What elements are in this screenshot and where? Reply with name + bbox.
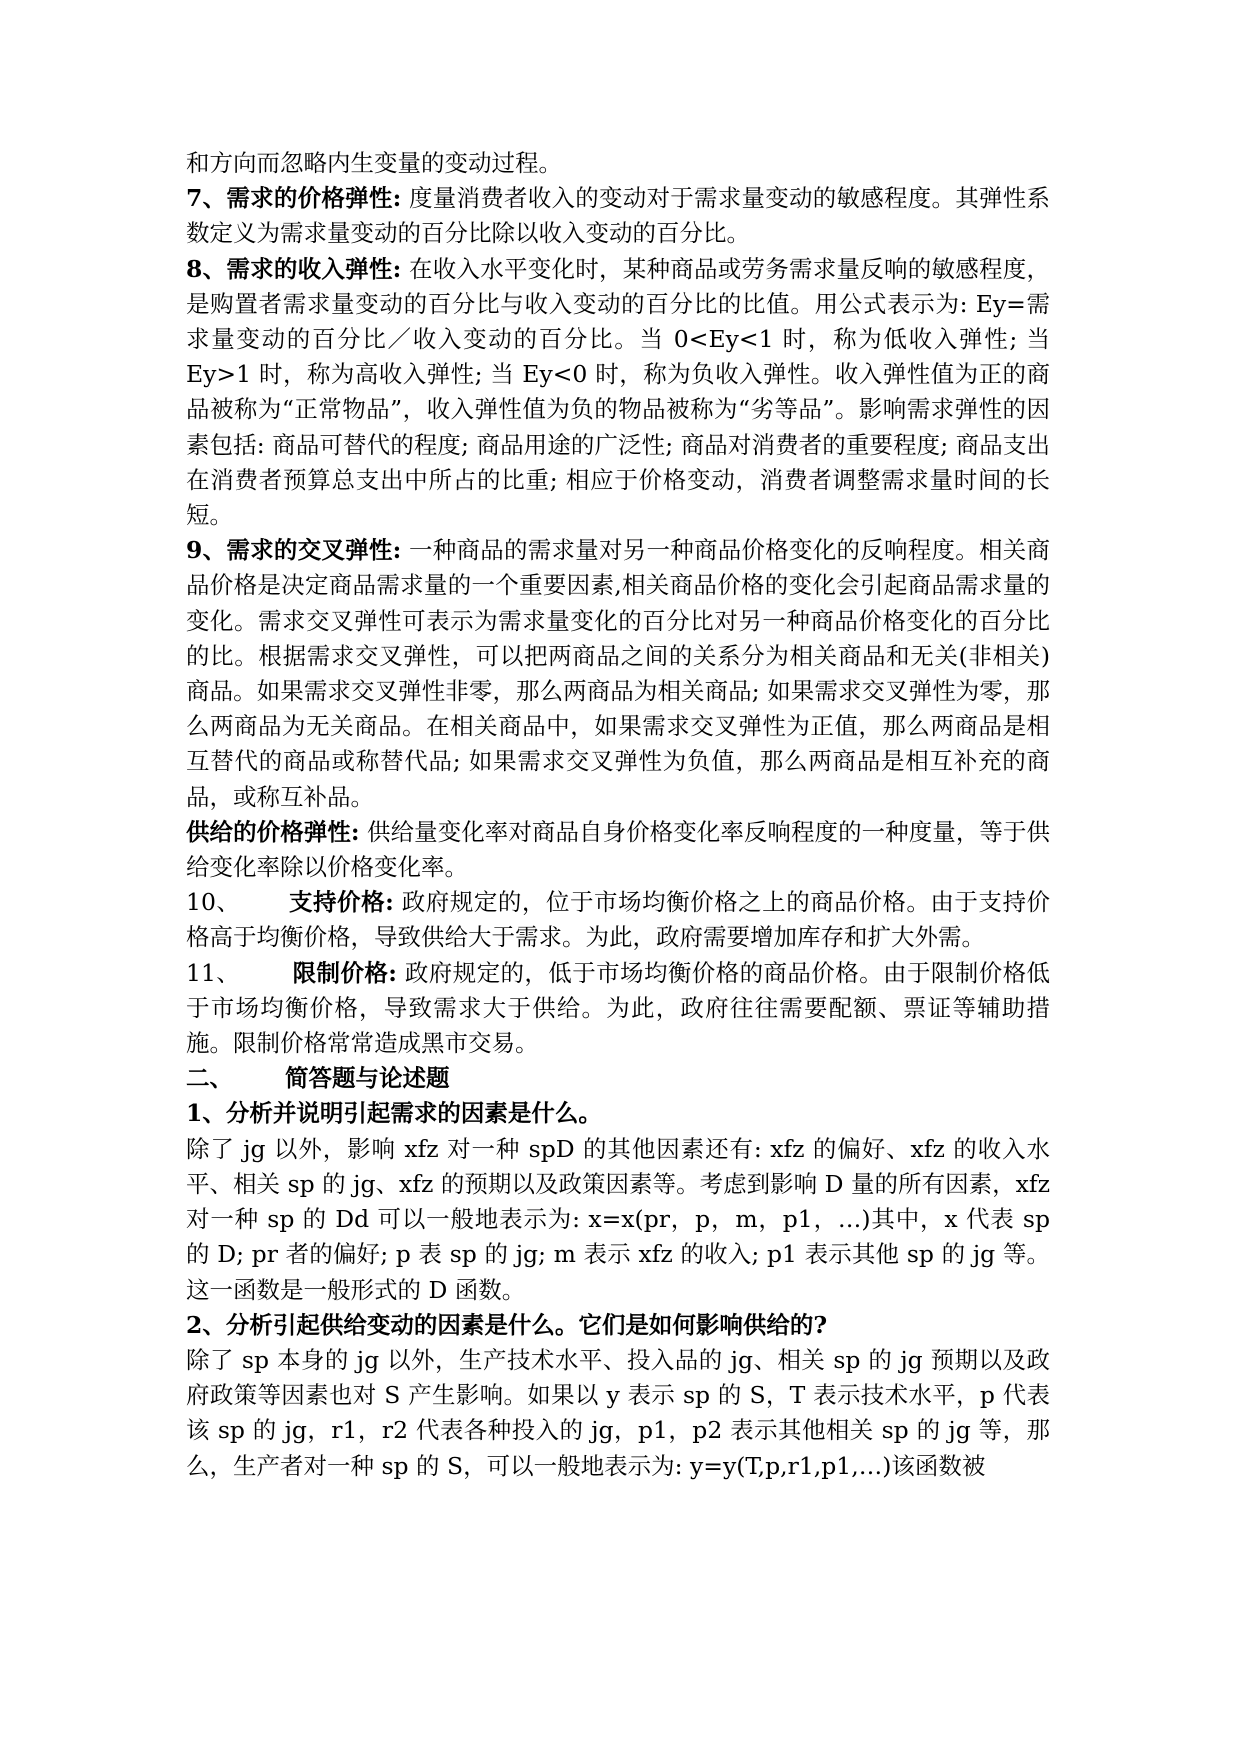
answer-text: 除了 jg 以外，影响 xfz 对一种 spD 的其他因素还有: xfz 的偏好、xfz 的收入水平、相关 sp 的 jg、xfz 的预期以及政策因素等。考虑到影响 D 量的所有因素，xfz 对一种 sp 的 Dd 可以一般地表示为: x=x(pr，p，m，p1，…)其中，x 代表 sp 的 D; pr 者的偏好; p 表 sp 的 jg; m 表示 xfz 的收入; p1 表示其他 sp 的 jg 等。这一函数是一般形式的 D 函数。 bbox=[186, 1134, 1050, 1304]
paragraph-text: 和方向而忽略内生变量的变动过程。 bbox=[186, 149, 562, 177]
definition-ceiling-price bbox=[186, 956, 1050, 1062]
answer-text: 除了 sp 本身的 jg 以外，生产技术水平、投入品的 jg、相关 sp 的 jg 预期以及政府政策等因素也对 S 产生影响。如果以 y 表示 sp 的 S，T 表示技术水平，p 代表该 sp 的 jg，r1，r2 代表各种投入的 jg，p1，p2 表示其他相关 sp 的 jg 等，那么，生产者对一种 sp 的 S，可以一般地表示为: y=y(T,p,r1,p1,…)该函数被 bbox=[186, 1345, 1050, 1480]
definition-text: 供给量变化率对商品自身价格变化率反响程度的一种度量，等于供给变化率除以价格变化率。 bbox=[186, 817, 1050, 882]
term-label: 限制价格: bbox=[292, 958, 397, 987]
question-1-answer bbox=[186, 1132, 1050, 1308]
question-title: 2、分析引起供给变动的因素是什么。它们是如何影响供给的? bbox=[186, 1310, 828, 1339]
item-number: 10、 bbox=[186, 888, 241, 917]
section-number: 二、 bbox=[186, 1064, 233, 1093]
definition-cross-elasticity-of-demand bbox=[186, 533, 1050, 815]
definition-text: 在收入水平变化时，某种商品或劳务需求量反响的敏感程度，是购置者需求量变动的百分比与收入变动的百分比的比值。用公式表示为: Ey=需求量变动的百分比／收入变动的百分比。当 0<Ey<1 时，称为低收入弹性; 当 Ey>1 时，称为高收入弹性; 当 Ey<0 时，称为负收入弹性。收入弹性值为正的商品被称为“正常物品”，收入弹性值为负的物品被称为“劣等品”。影响需求弹性的因素包括: 商品可替代的程度; 商品用途的广泛性; 商品对消费者的重要程度; 商品支出在消费者预算总支出中所占的比重; 相应于价格变动，消费者调整需求量时间的长短。 bbox=[186, 254, 1050, 530]
question-2-answer bbox=[186, 1343, 1050, 1484]
term-label: 供给的价格弹性: bbox=[186, 817, 360, 846]
question-1-title bbox=[186, 1096, 1050, 1131]
definition-text: 政府规定的，位于市场均衡价格之上的商品价格。由于支持价格高于均衡价格，导致供给大于需求。为此，政府需要增加库存和扩大外需。 bbox=[186, 888, 1050, 952]
definition-text: 度量消费者收入的变动对于需求量变动的敏感程度。其弹性系数定义为需求量变动的百分比除以收入变动的百分比。 bbox=[186, 184, 1050, 248]
term-label: 支持价格: bbox=[288, 888, 394, 917]
item-number: 11、 bbox=[186, 958, 241, 987]
question-title: 1、分析并说明引起需求的因素是什么。 bbox=[186, 1099, 602, 1128]
term-label: 8、需求的收入弹性: bbox=[186, 254, 402, 283]
definition-text: 政府规定的，低于市场均衡价格的商品价格。由于限制价格低于市场均衡价格，导致需求大于供给。为此，政府往往需要配额、票证等辅助措施。限制价格常常造成黑市交易。 bbox=[186, 958, 1050, 1058]
term-label: 9、需求的交叉弹性: bbox=[186, 536, 402, 565]
section-heading bbox=[186, 1061, 1050, 1096]
term-label: 7、需求的价格弹性: bbox=[186, 184, 402, 213]
paragraph-intro bbox=[186, 146, 1050, 181]
definition-price-elasticity-of-demand bbox=[186, 181, 1050, 251]
definition-price-elasticity-of-supply bbox=[186, 815, 1050, 885]
document-body bbox=[186, 146, 1050, 1484]
definition-text: 一种商品的需求量对另一种商品价格变化的反响程度。相关商品价格是决定商品需求量的一个重要因素,相关商品价格的变化会引起商品需求量的变化。需求交叉弹性可表示为需求量变化的百分比对另一种商品价格变化的百分比的比。根据需求交叉弹性，可以把两商品之间的关系分为相关商品和无关(非相关)商品。如果需求交叉弹性非零，那么两商品为相关商品; 如果需求交叉弹性为零，那么两商品为无关商品。在相关商品中，如果需求交叉弹性为正值，那么两商品是相互替代的商品或称替代品; 如果需求交叉弹性为负值，那么两商品是相互补充的商品，或称互补品。 bbox=[186, 536, 1050, 811]
question-2-title bbox=[186, 1308, 1050, 1343]
section-title: 简答题与论述题 bbox=[285, 1064, 450, 1093]
definition-income-elasticity-of-demand bbox=[186, 252, 1050, 534]
definition-support-price bbox=[186, 885, 1050, 955]
